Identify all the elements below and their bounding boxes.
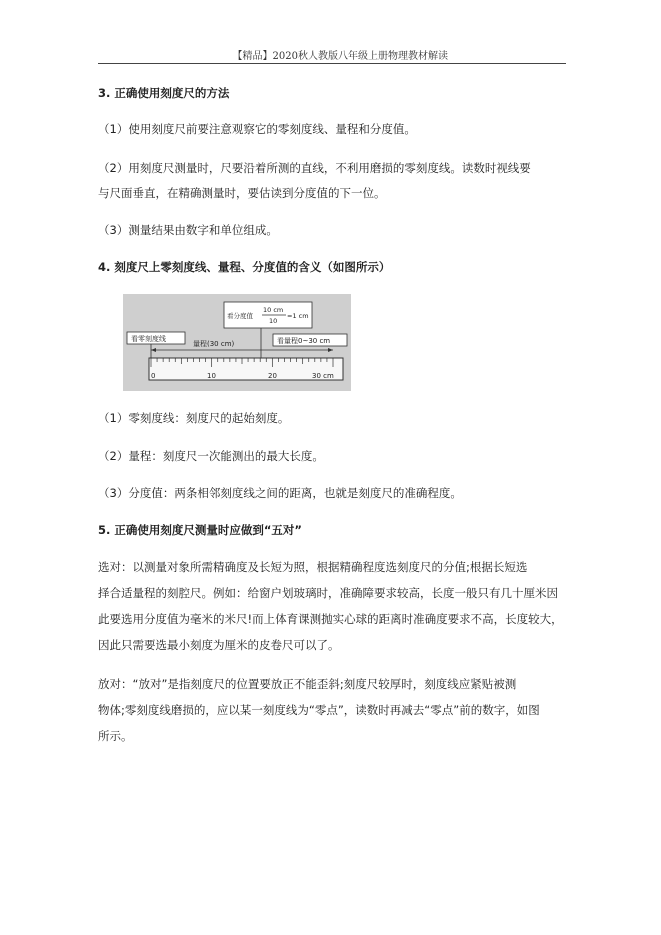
label-division-prefix: 看分度值 bbox=[227, 312, 253, 320]
heading-section-3: 3. 正确使用刻度尺的方法 bbox=[98, 86, 230, 100]
tick-label-0: 0 bbox=[151, 372, 156, 380]
paragraph-3-3: （3）测量结果由数字和单位组成。 bbox=[98, 223, 278, 237]
label-division-result: =1 cm bbox=[287, 312, 309, 320]
tick-label-10: 10 bbox=[207, 372, 216, 380]
ruler-figure bbox=[123, 294, 351, 391]
tick-label-20: 20 bbox=[268, 372, 277, 380]
label-division-numerator: 10 cm bbox=[263, 306, 284, 314]
paragraph-5-1a: 选对：以测量对象所需精确度及长短为照，根据精确程度选刻度尺的分值;根据长短选 bbox=[98, 560, 528, 574]
paragraph-5-1b: 择合适量程的刻腔尺。例如：给窗户划玻璃时，准确障要求较高，长度一般只有几十厘米因 bbox=[98, 586, 558, 600]
paragraph-4-1: （1）零刻度线：刻度尺的起始刻度。 bbox=[98, 411, 290, 425]
label-division-denominator: 10 bbox=[269, 317, 278, 325]
paragraph-4-2: （2）量程：刻度尺一次能测出的最大长度。 bbox=[98, 449, 324, 463]
page-header bbox=[98, 45, 566, 64]
header-title: 【精品】2020秋人教版八年级上册物理教材解读 bbox=[232, 51, 448, 62]
heading-section-4: 4. 刻度尺上零刻度线、量程、分度值的含义（如图所示） bbox=[98, 260, 391, 274]
paragraph-5-2c: 所示。 bbox=[98, 729, 133, 743]
label-range: 量程(30 cm) bbox=[193, 340, 235, 348]
paragraph-5-1c: 此要选用分度值为毫米的米尺!而上体育课测抛实心球的距离时准确度要求不高，长度较大， bbox=[98, 612, 563, 626]
label-zero-line: 看零刻度线 bbox=[131, 335, 166, 343]
paragraph-3-2b: 与尺面垂直，在精确测量时，要估读到分度值的下一位。 bbox=[98, 186, 386, 200]
paragraph-3-1: （1）使用刻度尺前要注意观察它的零刻度线、量程和分度值。 bbox=[98, 122, 416, 136]
paragraph-5-1d: 因此只需要选最小刻度为厘米的皮卷尺可以了。 bbox=[98, 638, 340, 652]
heading-section-5: 5. 正确使用刻度尺测量时应做到“五对” bbox=[98, 523, 302, 537]
paragraph-5-2a: 放对：“放对”是指刻度尺的位置要放正不能歪斜;刻度尺较厚时，刻度线应紧贴被测 bbox=[98, 677, 517, 691]
paragraph-3-2a: （2）用刻度尺测量时，尺要沿着所测的直线，不利用磨损的零刻度线。读数时视线要 bbox=[98, 161, 531, 175]
paragraph-4-3: （3）分度值：两条相邻刻度线之间的距离，也就是刻度尺的准确程度。 bbox=[98, 486, 462, 500]
paragraph-5-2b: 物体;零刻度线磨损的，应以某一刻度线为“零点”，读数时再减去“零点”前的数字，如图 bbox=[98, 703, 540, 717]
label-check-range: 看量程0~30 cm bbox=[277, 337, 331, 345]
tick-label-30: 30 cm bbox=[312, 372, 334, 380]
